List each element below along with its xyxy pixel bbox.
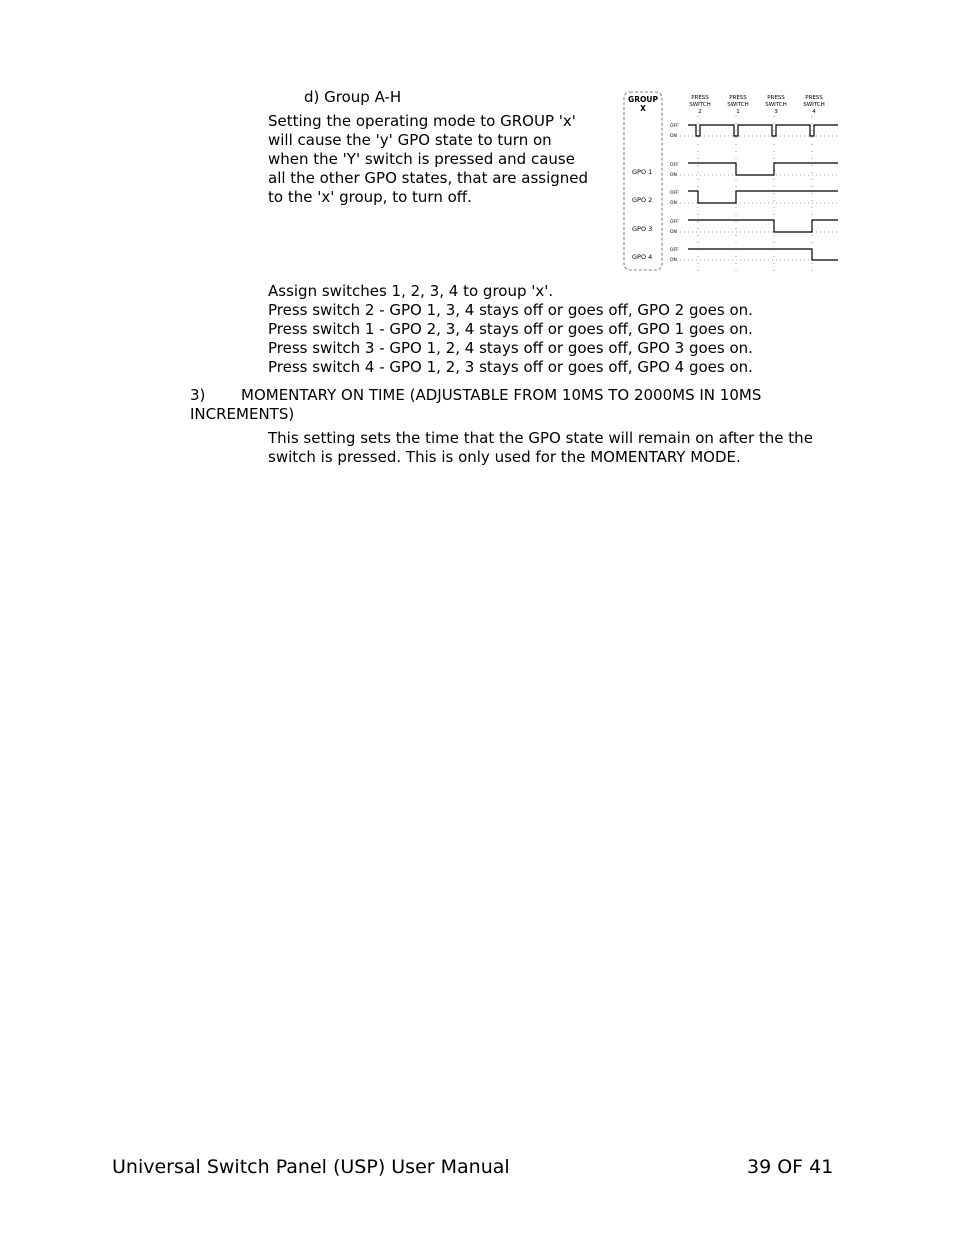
gpo-label: GPO 1 xyxy=(632,168,653,176)
switch-label: SWITCH xyxy=(727,102,749,108)
press-label: PRESS xyxy=(729,95,747,101)
footer-title: Universal Switch Panel (USP) User Manual xyxy=(112,1156,510,1178)
section-3-number: 3) xyxy=(190,386,206,404)
page-number: 39 OF 41 xyxy=(747,1156,834,1178)
example-line: Press switch 4 - GPO 1, 2, 3 stays off or goes off, GPO 4 goes on. xyxy=(268,358,753,376)
section-3-title-line2: INCREMENTS) xyxy=(190,405,295,423)
off-label: OFF xyxy=(670,163,679,168)
group-title: GROUP xyxy=(628,95,658,104)
on-label: ON xyxy=(670,134,677,139)
example-steps xyxy=(268,282,753,377)
group-box xyxy=(624,92,662,270)
example-line: Press switch 3 - GPO 1, 2, 4 stays off or goes off, GPO 3 goes on. xyxy=(268,339,753,357)
gpo-2-trace xyxy=(688,191,838,203)
description-line: when the 'Y' switch is pressed and cause xyxy=(268,150,575,168)
switch-number: 3 xyxy=(774,109,778,115)
description-line: Setting the operating mode to GROUP 'x' xyxy=(268,112,576,130)
section-d-heading: d) Group A-H xyxy=(304,88,402,106)
group-timing-diagram xyxy=(620,88,842,274)
on-label: ON xyxy=(670,258,677,263)
switch-pulse-trace xyxy=(688,125,838,136)
switch-number: 4 xyxy=(812,109,816,115)
gpo-label: GPO 3 xyxy=(632,225,653,233)
switch-label: SWITCH xyxy=(689,102,711,108)
on-label: ON xyxy=(670,173,677,178)
gpo-2-row xyxy=(632,190,840,206)
description-line: all the other GPO states, that are assigned xyxy=(268,169,589,187)
group-letter: X xyxy=(640,104,646,113)
gpo-label: GPO 2 xyxy=(632,196,653,204)
gpo-4-trace xyxy=(688,249,838,260)
gpo-4-row xyxy=(632,247,840,263)
on-label: ON xyxy=(670,201,677,206)
on-label: ON xyxy=(670,230,677,235)
section-d-description xyxy=(268,112,588,207)
switch-number: 2 xyxy=(698,109,702,115)
description-line: will cause the 'y' GPO state to turn on xyxy=(268,131,552,149)
example-line: Press switch 1 - GPO 2, 3, 4 stays off or goes off, GPO 1 goes on. xyxy=(268,320,753,338)
example-line: Assign switches 1, 2, 3, 4 to group 'x'. xyxy=(268,282,554,300)
off-label: OFF xyxy=(670,124,679,129)
switch-row xyxy=(670,123,840,139)
press-label: PRESS xyxy=(805,95,823,101)
gpo-1-trace xyxy=(688,163,838,175)
body-line: switch is pressed. This is only used for the MOMENTARY MODE. xyxy=(268,448,741,466)
off-label: OFF xyxy=(670,191,679,196)
gpo-3-trace xyxy=(688,220,838,232)
description-line: to the 'x' group, to turn off. xyxy=(268,188,472,206)
press-label: PRESS xyxy=(767,95,785,101)
switch-number: 1 xyxy=(736,109,740,115)
gpo-1-row xyxy=(632,162,840,178)
gpo-label: GPO 4 xyxy=(632,253,653,261)
section-3-title-line1: MOMENTARY ON TIME (ADJUSTABLE FROM 10MS TO 2000MS IN 10MS xyxy=(241,386,762,404)
off-label: OFF xyxy=(670,220,679,225)
switch-label: SWITCH xyxy=(803,102,825,108)
press-label: PRESS xyxy=(691,95,709,101)
switch-label: SWITCH xyxy=(765,102,787,108)
off-label: OFF xyxy=(670,248,679,253)
example-line: Press switch 2 - GPO 1, 3, 4 stays off or goes off, GPO 2 goes on. xyxy=(268,301,753,319)
section-3-body xyxy=(268,429,813,467)
body-line: This setting sets the time that the GPO state will remain on after the the xyxy=(268,429,813,447)
